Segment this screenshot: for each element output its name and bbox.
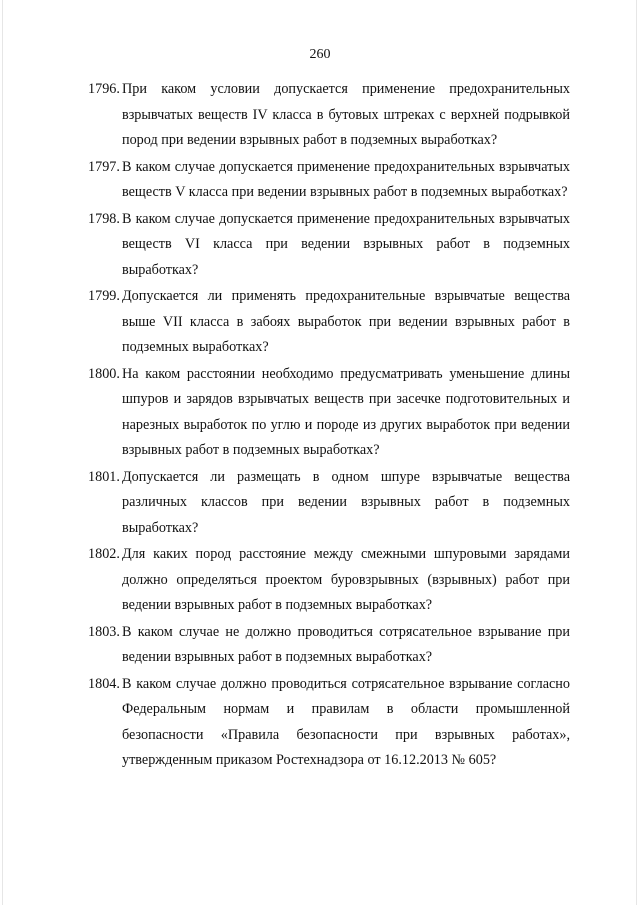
question-item [88,155,570,206]
question-item [88,542,570,619]
question-number: 1800. [88,365,120,382]
question-text: В каком случае не должно проводиться сотрясательное взрывание при ведении взрывных работ в подземных выработках? [122,623,570,665]
question-item [88,465,570,542]
question-text: На каком расстоянии необходимо предусматривать уменьшение длины шпуров и зарядов взрывчатых веществ при засечке подготовительных и нарезных выработок по углю и породе из других выработок при ведении взрывных работ в подземных выработках? [122,365,570,458]
question-number: 1799. [88,288,120,304]
scan-edge-right [636,0,637,905]
question-number: 1796. [88,81,120,97]
question-item [88,207,570,284]
question-text: Допускается ли применять предохранительные взрывчатые вещества выше VII класса в забоях выработок при ведении взрывных работ в подземных выработках? [122,288,570,355]
question-item [88,672,570,774]
question-text: В каком случае допускается применение предохранительных взрывчатых веществ V класса при ведении взрывных работ в подземных выработках? [122,158,570,200]
question-item [88,620,570,671]
question-text: В каком случае допускается применение предохранительных взрывчатых веществ VI класса при ведении взрывных работ в подземных выработках? [122,210,570,278]
question-number: 1803. [88,623,120,640]
question-text: Допускается ли размещать в одном шпуре взрывчатые вещества различных классов при ведении взрывных работ в подземных выработках? [122,468,570,536]
question-item [88,362,570,464]
question-number: 1798. [88,210,120,227]
question-number: 1801. [88,468,120,485]
question-text: В каком случае должно проводиться сотрясательное взрывание согласно Федеральным нормам и правилам в области промышленной безопасности «Правила безопасности при взрывных работах», утвержденным приказом Ростехнадзора от 16.12.2013 № 605? [122,675,570,768]
question-item [88,284,570,361]
question-number: 1804. [88,675,120,692]
question-number: 1797. [88,158,120,175]
page-number: 260 [309,47,331,62]
question-text: Для каких пород расстояние между смежными шпуровыми зарядами должно определяться проектом буровзрывных (взрывных) работ при ведении взрывных работ в подземных выработках? [122,546,570,613]
question-list [88,77,570,775]
scan-edge-left [2,0,3,905]
question-item [88,77,570,154]
question-text: При каком условии допускается применение предохранительных взрывчатых веществ IV класса в бутовых штреках с верхней подрывкой пород при ведении взрывных работ в подземных выработках? [122,81,570,148]
question-number: 1802. [88,546,120,562]
